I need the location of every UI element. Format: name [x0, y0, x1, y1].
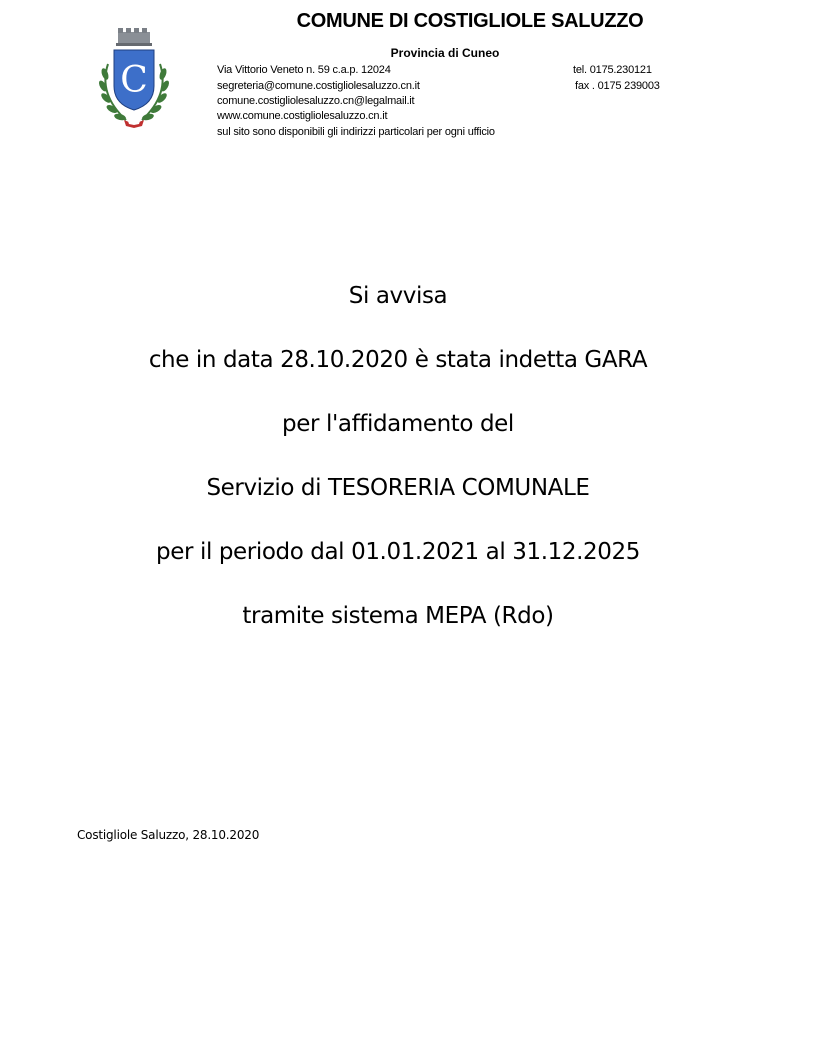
- municipality-title: COMUNE DI COSTIGLIOLE SALUZZO: [296, 10, 644, 32]
- place-and-date: Costigliole Saluzzo, 28.10.2020: [77, 828, 260, 842]
- municipal-crest-logo: [96, 24, 172, 134]
- fax-number: fax . 0175 239003: [575, 80, 660, 92]
- notice-line-1: Si avvisa: [348, 283, 448, 309]
- email-link[interactable]: segreteria@comune.costigliolesaluzzo.cn.it: [217, 80, 420, 92]
- crown-icon: [116, 28, 152, 46]
- notice-line-2: che in data 28.10.2020 è stata indetta GARA: [148, 347, 648, 373]
- phone-number: tel. 0175.230121: [573, 64, 652, 76]
- site-note: sul sito sono disponibili gli indirizzi particolari per ogni ufficio: [217, 126, 495, 138]
- pec-email-link[interactable]: comune.costigliolesaluzzo.cn@legalmail.it: [217, 95, 415, 107]
- website-link[interactable]: www.comune.costigliolesaluzzo.cn.it: [217, 110, 388, 122]
- notice-line-6: tramite sistema MEPA (Rdo): [242, 603, 554, 629]
- province-name: Provincia di Cuneo: [390, 46, 500, 60]
- crest-letter: C: [120, 60, 148, 101]
- notice-line-3: per l'affidamento del: [282, 411, 514, 437]
- notice-line-4: Servizio di TESORERIA COMUNALE: [206, 475, 590, 501]
- address-line: Via Vittorio Veneto n. 59 c.a.p. 12024: [217, 64, 391, 76]
- ribbon-icon: [124, 120, 144, 128]
- notice-line-5: per il periodo dal 01.01.2021 al 31.12.2025: [156, 539, 640, 565]
